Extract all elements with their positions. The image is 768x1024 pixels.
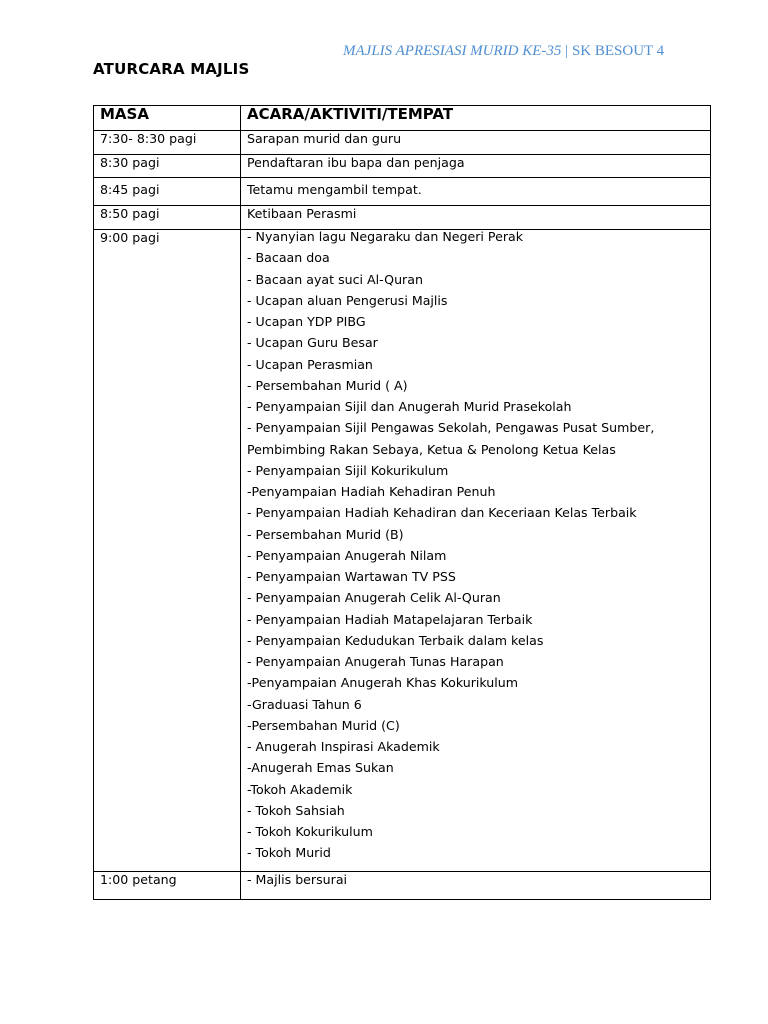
activity-cell: Pendaftaran ibu bapa dan penjaga (241, 155, 711, 178)
school-name: SK BESOUT 4 (571, 43, 665, 59)
activity-item: - Penyampaian Anugerah Nilam (247, 547, 447, 563)
activity-item: - Nyanyian lagu Negaraku dan Negeri Perak (247, 229, 524, 244)
activity-item: Pembimbing Rakan Sebaya, Ketua & Penolong Ketua Kelas (247, 441, 616, 457)
table-row (94, 871, 711, 899)
activity-item: - Penyampaian Anugerah Tunas Harapan (247, 654, 504, 669)
activity-cell: Ketibaan Perasmi (241, 206, 711, 230)
column-header-time: MASA (94, 106, 241, 131)
time-cell: 8:30 pagi (94, 155, 241, 178)
activity-item: - Ucapan Guru Besar (247, 335, 378, 351)
time-cell: 8:45 pagi (94, 178, 241, 206)
activity-item: -Penyampaian Hadiah Kehadiran Penuh (247, 484, 496, 499)
time-cell: 8:50 pagi (94, 206, 241, 230)
activity-item: -Tokoh Akademik (247, 781, 353, 797)
activity-item: - Penyampaian Sijil dan Anugerah Murid Prasekolah (247, 399, 572, 414)
table-row (94, 155, 711, 178)
table-row (94, 206, 711, 230)
activity-item: - Penyampaian Sijil Kokurikulum (247, 462, 449, 478)
time-cell: 1:00 petang (94, 871, 241, 899)
activity-item: - Persembahan Murid (B) (247, 526, 404, 542)
activity-item: - Ucapan YDP PIBG (247, 314, 366, 329)
activity-item: - Bacaan ayat suci Al-Quran (247, 271, 423, 287)
activity-item: - Ucapan aluan Pengerusi Majlis (247, 292, 448, 308)
table-row (94, 230, 711, 872)
activity-item: -Persembahan Murid (C) (247, 717, 400, 733)
activity-item: - Ucapan Perasmian (247, 356, 373, 372)
schedule-table (93, 105, 711, 900)
column-header-activity: ACARA/AKTIVITI/TEMPAT (241, 106, 711, 131)
table-row (94, 131, 711, 155)
activity-item: - Tokoh Murid (247, 845, 331, 861)
activity-item: -Penyampaian Anugerah Khas Kokurikulum (247, 675, 519, 691)
table-row (94, 178, 711, 206)
table-header-row (94, 106, 711, 131)
header-separator: | (565, 43, 569, 59)
activity-item: - Penyampaian Hadiah Kehadiran dan Keceriaan Kelas Terbaik (247, 505, 637, 521)
activity-item: - Penyampaian Anugerah Celik Al-Quran (247, 590, 501, 606)
activity-item: - Tokoh Kokurikulum (247, 824, 373, 839)
activity-item: - Penyampaian Hadiah Matapelajaran Terbaik (247, 611, 533, 627)
activity-item: - Anugerah Inspirasi Akademik (247, 739, 440, 754)
activity-item: - Penyampaian Sijil Pengawas Sekolah, Pengawas Pusat Sumber, (247, 420, 655, 436)
activity-cell: Tetamu mengambil tempat. (241, 178, 711, 206)
activity-item: - Bacaan doa (247, 250, 330, 266)
page-title: ATURCARA MAJLIS (93, 60, 250, 78)
activity-item: -Anugerah Emas Sukan (247, 760, 394, 776)
event-name: MAJLIS APRESIASI MURID KE-35 (343, 43, 562, 59)
activity-list-cell (241, 230, 711, 872)
activity-item: -Graduasi Tahun 6 (247, 696, 362, 712)
activity-item: - Penyampaian Wartawan TV PSS (247, 569, 456, 584)
activity-cell: - Majlis bersurai (241, 871, 711, 899)
time-cell: 7:30- 8:30 pagi (94, 131, 241, 155)
time-cell: 9:00 pagi (94, 230, 241, 872)
activity-item: - Persembahan Murid ( A) (247, 377, 408, 393)
document-header (343, 43, 664, 60)
activity-item: - Penyampaian Kedudukan Terbaik dalam kelas (247, 632, 544, 648)
activity-item: - Tokoh Sahsiah (247, 802, 345, 818)
activity-cell: Sarapan murid dan guru (241, 131, 711, 155)
